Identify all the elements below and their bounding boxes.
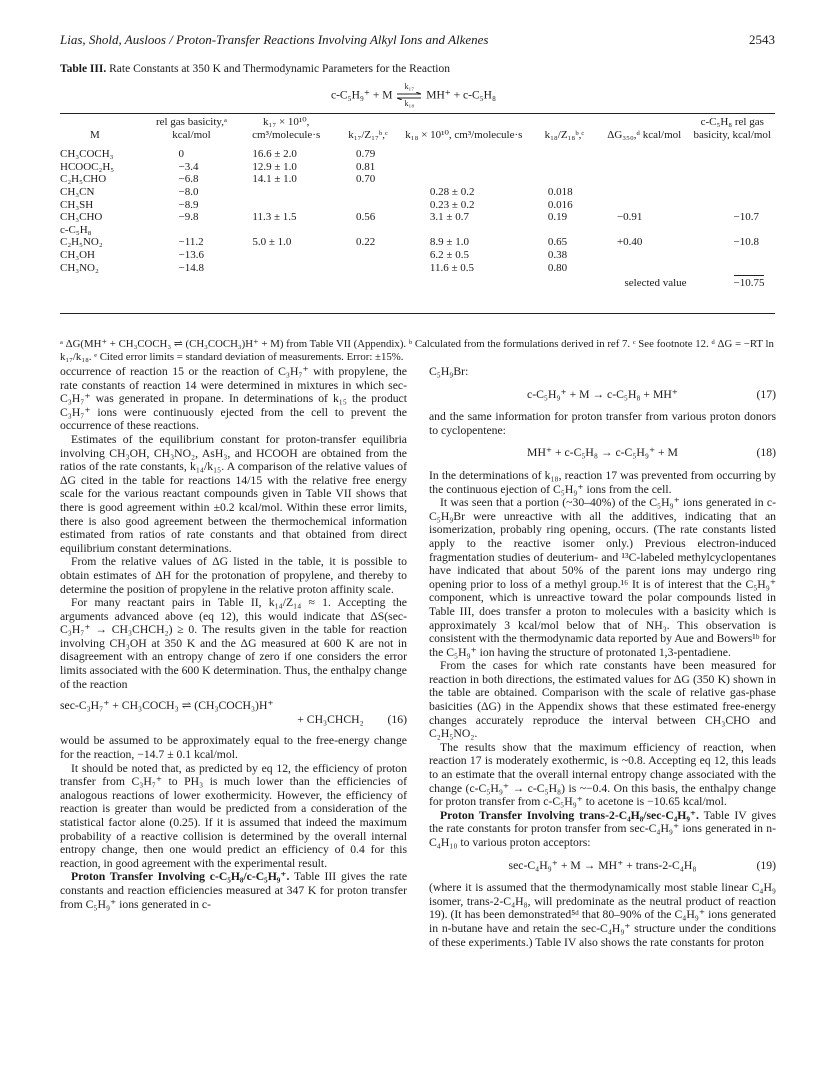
right-paragraph-7-text: Table IV gives the rate constants for proton transfer from sec-C₄H₉⁺ ions generated in n-C₄H₁₀ to various proton acceptors: <box>429 808 777 849</box>
table-cell: CH₃COCH₃ <box>60 148 114 161</box>
table-row <box>60 199 775 212</box>
col-header-k17: k₁₇ × 10¹⁰, cm³/molecule·s <box>252 116 321 141</box>
table-cell <box>690 262 775 275</box>
page-number: 2543 <box>749 32 775 47</box>
table-cell <box>234 249 338 262</box>
table-footnotes: ᵃ ΔG(MH⁺ + CH₃COCH₃ ⇌ (CH₃COCH₃)H⁺ + M) from Table VII (Appendix). ᵇ Calculated from the formulations derived in ref 7. ᶜ See footnote 12. ᵈ ΔG = −RT ln k₁₇/k₁₈. ᵉ Cited error limits = standard deviation of measurements. Error: ±15%. <box>60 338 774 363</box>
right-column <box>429 365 776 949</box>
table-cell: CH₃CN <box>60 185 95 198</box>
table-cell <box>599 173 690 186</box>
table-cell <box>690 199 775 212</box>
table-cell <box>599 249 690 262</box>
table-cell <box>690 161 775 174</box>
table-row <box>60 186 775 199</box>
equation-17-number: (17) <box>756 387 776 401</box>
table-cell <box>690 249 775 262</box>
table-cell <box>234 186 338 199</box>
col-header-k18-z18: k₁₈/Z₁₈ᵇ,ᶜ <box>544 128 585 141</box>
table-top-rule <box>60 113 775 114</box>
table-cell <box>338 249 398 262</box>
table-cell: 5.0 ± 1.0 <box>252 236 292 249</box>
table-cell <box>398 144 530 161</box>
table-cell: −13.6 <box>178 248 204 261</box>
table-cell: 0.80 <box>547 261 568 274</box>
right-paragraph-3: In the determinations of k₁₈, reaction 17 was prevented from occurring by the continuous ejection of C₅H₉⁺ ions from the cell. <box>429 468 776 496</box>
running-title: Lias, Shold, Ausloos / Proton-Transfer Reactions Involving Alkyl Ions and Alkenes <box>60 32 489 47</box>
table-cell <box>398 161 530 174</box>
col-header-m: M <box>90 128 100 141</box>
table-cell: 8.9 ± 1.0 <box>429 236 469 249</box>
left-paragraph-4: For many reactant pairs in Table II, k₁₄/Z₁₄ ≈ 1. Accepting the arguments advanced above (eq 12), this would indicate that ΔS(sec-C₃H₇⁺ → CH₃CHCH₂) ≥ 0. The results given in the table for reaction involving CH₃OH at 350 K and the ΔG measured at 600 K are not in disagreement with an entropy change of zero if one considers the error limits associated with the 600 K determination. Thus, the enthalpy change of the reaction <box>60 596 407 691</box>
equation-18-text: MH⁺ + c-C₅H₈ → c-C₅H₉⁺ + M <box>527 446 678 460</box>
table-cell <box>234 224 338 237</box>
right-paragraph-7 <box>429 809 776 850</box>
table-cell <box>690 173 775 186</box>
table-cell: −8.9 <box>178 198 199 211</box>
reaction-right: MH⁺ + c-C₅H₈ <box>426 89 496 102</box>
table-cell: −8.0 <box>178 185 199 198</box>
left-paragraph-7-text: Table III gives the rate constants and reaction efficiencies measured at 347 K for proton transfer from C₅H₉⁺ ions generated in c- <box>60 870 408 911</box>
table-cell <box>234 199 338 212</box>
equation-16 <box>60 699 407 726</box>
table-cell: 0.65 <box>547 236 568 249</box>
equation-17-text: c-C₅H₉⁺ + M → c-C₅H₈ + MH⁺ <box>527 387 678 401</box>
equation-16-number: (16) <box>387 712 407 726</box>
table-cell <box>530 173 599 186</box>
col-header-c5h8-basicity: c-C₅H₈ rel gas basicity, kcal/mol <box>693 116 771 141</box>
table-cell <box>398 224 530 237</box>
table-cell: 0.28 ± 0.2 <box>429 185 475 198</box>
table-cell <box>599 186 690 199</box>
equilibrium-arrow-icon <box>396 84 422 108</box>
col-header-rel-basicity: rel gas basicity,ᵃ kcal/mol <box>155 116 227 141</box>
table-cell <box>530 144 599 161</box>
table-cell <box>530 224 599 237</box>
table-row <box>60 224 775 237</box>
table-cell: CH₃SH <box>60 198 94 211</box>
table-cell: 0.22 <box>356 236 376 249</box>
table-row <box>60 173 775 186</box>
table-cell: −10.7 <box>733 211 759 224</box>
table-cell: C₂H₅CHO <box>60 173 107 186</box>
table-cell: 3.1 ± 0.7 <box>429 211 469 224</box>
table-label: Table III. <box>60 63 107 75</box>
table-row <box>60 144 775 161</box>
table-row <box>60 211 775 224</box>
table-cell: 0.79 <box>356 148 376 161</box>
equation-16-line-2 <box>60 713 407 727</box>
table-cell: c-C₅H₈ <box>60 223 92 236</box>
col-header-delta-g: ΔG₃₅₀,ᵈ kcal/mol <box>607 128 682 141</box>
table-cell: −10.8 <box>733 236 759 249</box>
table-cell: 0.56 <box>356 211 376 224</box>
table-cell <box>690 144 775 161</box>
table-cell: 0.23 ± 0.2 <box>429 198 475 211</box>
table-cell: 0 <box>178 148 185 161</box>
table-cell: 12.9 ± 1.0 <box>252 160 297 173</box>
left-paragraph-5: would be assumed to be approximately equal to the free-energy change for the reaction, −14.7 ± 0.1 kcal/mol. <box>60 734 407 762</box>
table-cell <box>338 199 398 212</box>
selected-value-cell <box>690 274 775 290</box>
right-paragraph-8: (where it is assumed that the thermodynamically most stable linear C₄H₉ isomer, trans-2-C₄H₈, will predominate as the neutral product of reaction 19). (It has been demonstrated⁵ᵈ that 80–90% of the C₄H₉⁺ ions generated in n-butane have and retain the sec-C₄H₉⁺ structure under the conditions of these experiments.) Table IV also shows the rate constants for proton <box>429 881 776 949</box>
left-column <box>60 365 407 911</box>
table-cell: 16.6 ± 2.0 <box>252 148 297 161</box>
table-cell: 11.6 ± 0.5 <box>429 261 475 274</box>
table-cell: 0.38 <box>547 248 568 261</box>
table-cell: CH₃NO₂ <box>60 261 99 274</box>
table-reaction <box>0 84 827 108</box>
table-cell <box>599 144 690 161</box>
selected-value-row <box>60 274 775 290</box>
right-paragraph-2: and the same information for proton transfer from various proton donors to cyclopentene: <box>429 410 776 437</box>
equation-19 <box>429 859 776 873</box>
table-cell: 6.2 ± 0.5 <box>429 248 469 261</box>
arrow-top-label: k₁₇ <box>404 82 415 91</box>
table-row <box>60 249 775 262</box>
table-cell: 0.19 <box>547 211 568 224</box>
table-cell: HCOOC₂H₅ <box>60 160 115 173</box>
table-cell: 0.81 <box>356 160 376 173</box>
table-cell <box>599 161 690 174</box>
left-paragraph-3: From the relative values of ΔG listed in the table, it is possible to obtain estimates of ΔH for the protonation of propylene, and thereby to determine the position of propylene in the relative proton affinity scale. <box>60 555 407 596</box>
left-paragraph-7 <box>60 870 407 911</box>
table-row <box>60 262 775 275</box>
table-bottom-rule <box>60 313 775 314</box>
equation-18 <box>429 446 776 460</box>
equation-16-line-2-text: + CH₃CHCH₂ <box>297 712 364 726</box>
table-cell: −0.91 <box>616 211 643 224</box>
right-paragraph-6: The results show that the maximum efficiency of reaction, when reaction 17 is moderately exothermic, is ~0.8. Accepting eq 12, this leads to an estimate that the overall internal entropy change associated with the change (c-C₅H₉⁺ → c-C₅H₈) is ~−0.4. On this basis, the enthalpy change for proton transfer from c-C₅H₉⁺ to acetone is −10.65 kcal/mol. <box>429 740 776 809</box>
table-cell <box>398 173 530 186</box>
table-cell <box>690 224 775 237</box>
right-paragraph-1: C₅H₉Br: <box>429 365 469 378</box>
table-caption <box>60 63 450 75</box>
table-cell: 0.016 <box>547 198 573 211</box>
table-cell <box>599 199 690 212</box>
table-cell <box>599 262 690 275</box>
table-cell <box>338 186 398 199</box>
col-header-k17-z17: k₁₇/Z₁₇ᵇ,ᶜ <box>348 128 388 141</box>
table-row <box>60 236 775 249</box>
table-cell: −11.2 <box>178 236 204 249</box>
table-cell <box>690 186 775 199</box>
selected-value: −10.75 <box>733 277 765 290</box>
table-cell: 0.018 <box>547 185 573 198</box>
table-cell: C₂H₅NO₂ <box>60 236 103 249</box>
table-cell: CH₃OH <box>60 248 96 261</box>
equation-16-line-1: sec-C₃H₇⁺ + CH₃COCH₃ ⇌ (CH₃COCH₃)H⁺ <box>60 699 274 713</box>
table-cell <box>149 224 235 237</box>
table-cell <box>530 161 599 174</box>
section-heading-c4: Proton Transfer Involving trans-2-C₄H₈/sec-C₄H₉⁺. <box>440 808 699 822</box>
table-cell <box>599 224 690 237</box>
table-header-row <box>60 116 775 144</box>
table-cell <box>234 262 338 275</box>
table-cell: −14.8 <box>178 261 204 274</box>
rate-constants-table <box>60 116 775 290</box>
table-row <box>60 161 775 174</box>
table-cell: 0.70 <box>356 173 376 186</box>
reaction-left: c-C₅H₉⁺ + M <box>331 89 393 102</box>
table-cell <box>338 262 398 275</box>
table-cell: −6.8 <box>178 173 199 186</box>
equation-19-text: sec-C₄H₉⁺ + M → MH⁺ + trans-2-C₄H₈ <box>508 858 697 872</box>
table-cell: +0.40 <box>616 236 643 249</box>
selected-value-label: selected value <box>624 277 687 290</box>
table-cell <box>338 224 398 237</box>
arrow-bottom-label: k₁₈ <box>404 99 415 108</box>
section-heading-c5: Proton Transfer Involving c-C₅H₈/c-C₅H₉⁺. <box>71 870 290 884</box>
table-cell: 14.1 ± 1.0 <box>252 173 297 186</box>
table-cell: −9.8 <box>178 211 199 224</box>
table-caption-text: Rate Constants at 350 K and Thermodynamic Parameters for the Reaction <box>109 63 450 75</box>
right-paragraph-4: It was seen that a portion (~30–40%) of the C₅H₉⁺ ions generated in c-C₅H₉Br were unreactive with all the additives, indicating that an isomerization, probably ring opening, occurs. (The rate constants listed apply to the reactive isomer only.) Previous electron-induced fragmentation studies of deuterium- and ¹³C-labeled methylcyclopentanes have indicated that about 50% of the parent ions may undergo ring opening prior to loss of a methyl group.¹⁶ It is of interest that the C₅H₉⁺ component, which is unreactive toward the polar compounds listed in Table III, does transfer a proton to molecules with a basicity which is approximately 3 kcal/mol below that of NH₃. This observation is consistent with the thermodynamic data reported by Aue and Bowers¹ᵇ for the C₅H₉⁺ ion having the structure of protonated 1,3-pentadiene. <box>429 496 776 659</box>
col-header-k18: k₁₈ × 10¹⁰, cm³/molecule·s <box>405 128 523 141</box>
left-paragraph-2: Estimates of the equilibrium constant for proton-transfer equilibria involving CH₃OH, CH₃NO₂, AsH₃, and HCOOH are obtained from the ratios of the rate constants, k₁₄/k₁₅. A comparison of the relative values of ΔG cited in the table for reactions 14/15 with the relative free energy scale for the various reactant compounds given in Table VII shows that there is good agreement within ±0.2 kcal/mol. Within these error limits, there is also good agreement between the thermochemical information estimated from ratios of rate constants and that obtained from direct equilibrium constant determinations. <box>60 432 407 555</box>
equation-17 <box>429 388 776 402</box>
table-cell: 11.3 ± 1.5 <box>252 211 297 224</box>
table-cell: CH₃CHO <box>60 211 103 224</box>
right-paragraph-5: From the cases for which rate constants have been measured for reaction in both directions, the estimated values for ΔG (350 K) shown in the table are obtained. Comparison with the scale of relative gas-phase basicities (ΔG) in the Appendix shows that these estimated free-energy changes accurately reproduce the interval between CH₃CHO and C₂H₅NO₂. <box>429 659 776 741</box>
equation-18-number: (18) <box>756 446 776 460</box>
left-paragraph-1: occurrence of reaction 15 or the reaction of C₃H₇⁺ with propylene, the rate constants of reaction 14 were determined in mixtures in which sec-C₃H₇⁺ was generated in propane. In determinations of k₁₅ the product C₃H₇⁺ ions were continuously ejected from the cell to prevent the occurrence of these reactions. <box>60 365 407 433</box>
table-cell: −3.4 <box>178 160 199 173</box>
left-paragraph-6: It should be noted that, as predicted by eq 12, the efficiency of proton transfer from C₃H₇⁺ to PH₃ is much lower than the efficiencies of analogous reactions of lower exothermicity. However, the efficiency of reaction is greater than would be predicted from a consideration of the statistical factor alone (0.25). If it is assumed that indeed the maximum probability of a reactive collision is determined by the overall internal entropy change, then one would predict an efficiency of 0.4 for this reaction, in good agreement with the experimental result. <box>60 761 407 870</box>
equation-19-number: (19) <box>756 858 776 872</box>
